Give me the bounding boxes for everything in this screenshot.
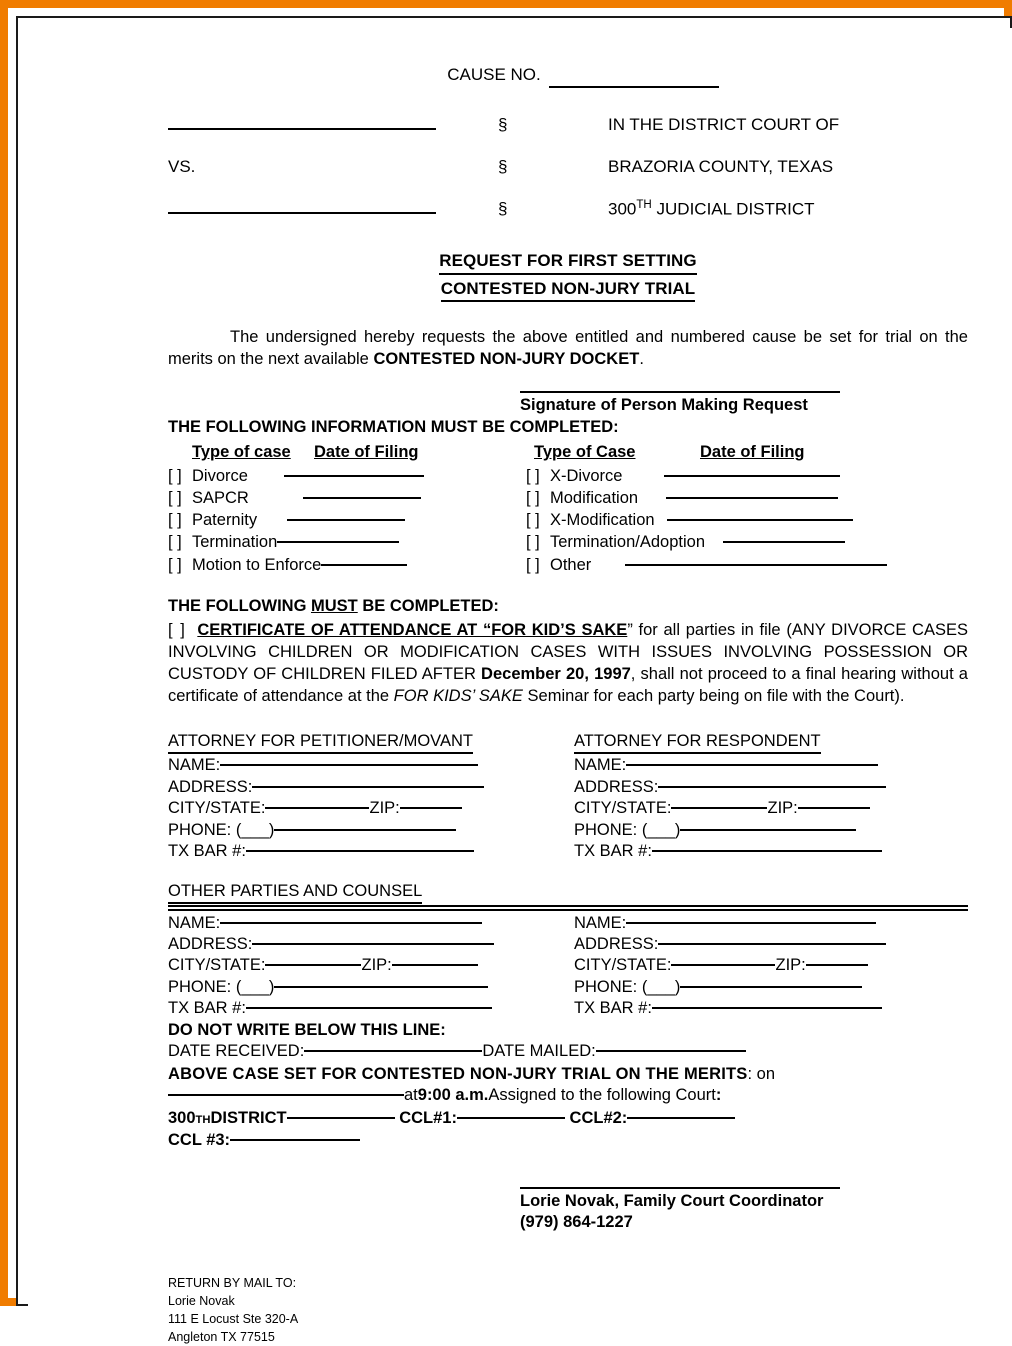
return-address-city: Angleton TX 77515: [168, 1329, 275, 1344]
petitioner-name-blank[interactable]: [168, 114, 498, 136]
document-sheet: [28, 28, 1012, 1344]
coordinator-name: Lorie Novak, Family Court Coordinator: [520, 1192, 824, 1211]
court-line-3: [608, 198, 968, 220]
cause-number-blank[interactable]: [549, 64, 719, 88]
district-300-ordinal: TH: [195, 1113, 211, 1126]
petitioner-name-input[interactable]: [220, 764, 478, 766]
certificate-quote-close: ”: [627, 620, 633, 639]
petitioner-address-input[interactable]: [252, 786, 484, 788]
district-300-number: 300: [168, 1108, 196, 1127]
form-field-row: [168, 820, 562, 841]
form-title-line-1: REQUEST FOR FIRST SETTING: [439, 250, 697, 275]
must-heading-pre: THE FOLLOWING: [168, 596, 311, 615]
case-type-row: [526, 465, 968, 487]
attorney-petitioner-heading: ATTORNEY FOR PETITIONER/MOVANT: [168, 731, 473, 754]
respondent-city-state-input[interactable]: [671, 807, 767, 809]
form-field-row: [574, 841, 968, 862]
petitioner-phone-input[interactable]: [274, 829, 456, 831]
case-type-row: [168, 531, 526, 553]
merits-date-input[interactable]: [168, 1094, 404, 1096]
section-symbol-1: §: [498, 114, 508, 134]
respondent-name-blank[interactable]: [168, 198, 498, 220]
field-label: ADDRESS:: [574, 777, 659, 796]
case-type-row: [168, 465, 526, 487]
case-type-label: Other: [550, 555, 592, 574]
info-required-heading: THE FOLLOWING INFORMATION MUST BE COMPLETED:: [168, 417, 619, 436]
form-field-row: [168, 798, 562, 819]
case-type-label: X-Divorce: [550, 467, 623, 486]
case-type-label: Paternity: [192, 511, 258, 530]
kids-body-text-3: Seminar for each party being on file with the Court).: [522, 687, 905, 706]
district-ordinal-suffix: TH: [636, 198, 652, 211]
form-field-row: [168, 755, 562, 776]
section-symbol-3: §: [498, 199, 508, 219]
other-parties-section: [168, 881, 968, 1020]
merits-assigned-text: Assigned to the following Court: [488, 1086, 716, 1105]
checkbox-right-x-modification[interactable]: [ ]: [526, 511, 540, 530]
return-address-block: [168, 1275, 968, 1346]
header-right-date: Date of Filing: [700, 443, 805, 461]
checkbox-left-sapcr[interactable]: [ ]: [168, 489, 182, 508]
header-left-type: Type of case: [192, 443, 291, 461]
field-label: CITY/STATE:: [574, 799, 672, 818]
case-type-label: Modification: [550, 489, 639, 508]
district-label: DISTRICT: [210, 1108, 287, 1127]
field-label-secondary: ZIP:: [767, 799, 798, 818]
case-type-label: Termination/Adoption: [550, 533, 706, 552]
must-heading-colon: :: [493, 596, 499, 615]
judicial-district-text: JUDICIAL DISTRICT: [656, 199, 815, 219]
petitioner-city-state-input[interactable]: [265, 807, 369, 809]
ccl3-input[interactable]: [230, 1139, 360, 1141]
case-type-row: [168, 554, 526, 576]
case-type-left-column: [168, 465, 526, 576]
field-label: CITY/STATE:: [168, 799, 266, 818]
case-type-row: [526, 487, 968, 509]
date-received-row: [168, 1041, 968, 1062]
other-left-tx-bar-input[interactable]: [246, 1007, 492, 1009]
court-assignment-row: [168, 1108, 968, 1129]
form-field-row: [574, 913, 968, 934]
case-type-right-column: [526, 465, 968, 576]
field-label: PHONE: (___): [574, 820, 681, 839]
form-field-row: [574, 798, 968, 819]
kids-body-text-2: , shall not proceed to a final hearing without a certificate of attendance at the: [168, 664, 968, 706]
form-field-row: [168, 934, 562, 955]
case-type-row: [526, 554, 968, 576]
must-word: MUST: [310, 596, 358, 615]
return-address-name: Lorie Novak: [168, 1294, 235, 1309]
request-text-1: The undersigned hereby requests the above entitled and numbered cause be set for trial on the merits on the next available: [168, 328, 968, 369]
date-of-filing-input[interactable]: [625, 564, 887, 566]
must-be-completed-heading: [168, 596, 968, 617]
case-type-table: [168, 442, 968, 576]
field-label: NAME:: [574, 756, 627, 775]
court-line-1: IN THE DISTRICT COURT OF: [608, 114, 840, 134]
coordinator-phone: (979) 864-1227: [520, 1213, 633, 1232]
signature-label: Signature of Person Making Request: [520, 395, 808, 414]
respondent-zip-input[interactable]: [798, 807, 870, 809]
form-field-row: [168, 955, 562, 976]
attorney-section: [168, 731, 968, 862]
kids-sake-paragraph: [168, 619, 968, 707]
other-right-tx-bar-input[interactable]: [652, 1007, 882, 1009]
merits-colon: :: [747, 1065, 757, 1084]
respondent-name-input[interactable]: [626, 764, 878, 766]
ccl2-input[interactable]: [627, 1117, 735, 1119]
return-address-heading: RETURN BY MAIL TO:: [168, 1276, 297, 1291]
field-label-secondary: ZIP:: [361, 956, 392, 975]
request-text-2: .: [639, 350, 644, 369]
attorney-respondent-heading: ATTORNEY FOR RESPONDENT: [574, 731, 821, 754]
merits-at-word: at: [404, 1086, 418, 1105]
checkbox-right-termination-adoption[interactable]: [ ]: [526, 533, 540, 552]
date-mailed-input[interactable]: [596, 1050, 746, 1052]
case-type-row: [526, 531, 968, 553]
form-title-block: [168, 250, 968, 306]
form-field-row: [574, 934, 968, 955]
field-label: CITY/STATE:: [574, 956, 672, 975]
ccl1-input[interactable]: [457, 1117, 565, 1119]
header-left-date: Date of Filing: [314, 443, 419, 461]
attorney-respondent-block: [562, 731, 968, 862]
form-field-row: [574, 955, 968, 976]
field-label: TX BAR #:: [574, 842, 652, 861]
other-right-name-input[interactable]: [626, 922, 876, 924]
date-of-filing-input[interactable]: [303, 497, 421, 499]
respondent-phone-input[interactable]: [680, 829, 856, 831]
form-field-row: [574, 820, 968, 841]
other-left-phone-input[interactable]: [274, 986, 488, 988]
case-type-label: SAPCR: [192, 489, 249, 508]
date-received-input[interactable]: [304, 1050, 482, 1052]
field-label: ADDRESS:: [168, 777, 253, 796]
court-line-2: BRAZORIA COUNTY, TEXAS: [608, 156, 834, 176]
checkbox-left-divorce[interactable]: [ ]: [168, 467, 182, 486]
petitioner-tx-bar-input[interactable]: [246, 850, 474, 852]
merits-setting-paragraph: [168, 1063, 968, 1085]
field-label: TX BAR #:: [168, 842, 246, 861]
other-right-address-input[interactable]: [658, 943, 886, 945]
section-symbol-2: §: [498, 156, 508, 176]
court-use-section: [168, 1020, 968, 1151]
kids-body-text-1: for all parties in file (ANY DIVORCE CASES INVOLVING CHILDREN OR MODIFICATION CASES WITH ISSUES INVOLVING POSSESSION OR CUSTODY OF CHILDREN FILED AFTER: [168, 620, 968, 683]
return-address-street: 111 E Locust Ste 320-A: [168, 1311, 299, 1326]
seminar-name-italic: FOR KIDS’ SAKE: [393, 687, 523, 706]
ccl3-row: [168, 1130, 968, 1151]
signature-block: [168, 391, 968, 416]
form-field-row: [168, 841, 562, 862]
certificate-title-bold: CERTIFICATE OF ATTENDANCE AT “FOR KID’S SAKE: [197, 620, 628, 639]
checkbox-certificate-attendance[interactable]: [ ]: [168, 620, 186, 639]
case-type-label: X-Modification: [550, 511, 655, 530]
other-right-zip-input[interactable]: [806, 964, 868, 966]
form-field-row: [574, 998, 968, 1019]
caption-row-1: [168, 114, 968, 136]
field-label: NAME:: [168, 756, 221, 775]
merits-bold-text: ABOVE CASE SET FOR CONTESTED NON-JURY TRIAL ON THE MERITS: [168, 1065, 748, 1084]
kids-sake-block: [168, 596, 968, 708]
respondent-tx-bar-input[interactable]: [652, 850, 882, 852]
page-inner-frame: [16, 16, 1012, 1344]
other-parties-right-column: [562, 913, 968, 1020]
other-left-name-input[interactable]: [220, 922, 482, 924]
form-title-line-2: CONTESTED NON-JURY TRIAL: [441, 278, 696, 303]
cause-number-row: [168, 64, 968, 88]
caption-row-2: [168, 156, 968, 178]
field-label: TX BAR #:: [574, 999, 652, 1018]
field-label: NAME:: [168, 913, 221, 932]
checkbox-right-other[interactable]: [ ]: [526, 555, 540, 574]
case-type-label: Termination: [192, 533, 278, 552]
request-paragraph: [168, 327, 968, 371]
district-number: 300: [608, 199, 637, 219]
merits-time: 9:00 a.m.: [417, 1086, 489, 1105]
cause-number-label: CAUSE NO.: [447, 65, 541, 84]
header-right-type: Type of Case: [534, 443, 636, 461]
caption-row-3: [168, 198, 968, 220]
date-received-label: DATE RECEIVED:: [168, 1041, 305, 1060]
must-heading-post: BE COMPLETED: [357, 596, 494, 615]
other-left-zip-input[interactable]: [392, 964, 478, 966]
other-parties-heading: OTHER PARTIES AND COUNSEL: [168, 881, 422, 904]
date-of-filing-input[interactable]: [723, 541, 845, 543]
date-mailed-label: DATE MAILED:: [482, 1041, 596, 1060]
date-of-filing-input[interactable]: [287, 519, 405, 521]
caption-block: [168, 114, 968, 244]
form-field-row: [168, 977, 562, 998]
form-field-row: [574, 977, 968, 998]
checkbox-left-paternity[interactable]: [ ]: [168, 511, 182, 530]
case-type-label: Divorce: [192, 467, 248, 486]
checkbox-left-termination[interactable]: [ ]: [168, 533, 182, 552]
district-assignment-input[interactable]: [287, 1117, 395, 1119]
case-type-label: Motion to Enforce: [192, 555, 322, 574]
court-form-document: [168, 64, 968, 1346]
other-parties-left-column: [168, 913, 562, 1020]
date-of-filing-input[interactable]: [667, 519, 853, 521]
do-not-write-notice: DO NOT WRITE BELOW THIS LINE:: [168, 1020, 446, 1039]
coordinator-block: [168, 1187, 968, 1233]
form-field-row: [574, 777, 968, 798]
attorney-petitioner-block: [168, 731, 562, 862]
petitioner-zip-input[interactable]: [400, 807, 462, 809]
docket-type-bold: CONTESTED NON-JURY DOCKET: [373, 350, 640, 369]
vs-label: VS.: [168, 156, 196, 176]
ccl1-label: CCL#1:: [399, 1108, 457, 1127]
other-left-address-input[interactable]: [252, 943, 494, 945]
other-parties-divider: [168, 905, 968, 911]
field-label: TX BAR #:: [168, 999, 246, 1018]
merits-assigned-colon: :: [715, 1086, 722, 1105]
form-field-row: [168, 913, 562, 934]
case-type-row: [526, 509, 968, 531]
filing-date-bold: December 20, 1997: [481, 664, 631, 683]
merits-on-word: on: [756, 1065, 776, 1084]
ccl3-label: CCL #3:: [168, 1131, 231, 1149]
date-of-filing-input[interactable]: [664, 475, 840, 477]
form-field-row: [168, 777, 562, 798]
date-of-filing-input[interactable]: [666, 497, 838, 499]
ccl2-label: CCL#2:: [569, 1108, 628, 1127]
date-of-filing-input[interactable]: [284, 475, 424, 477]
field-label: NAME:: [574, 913, 627, 932]
case-type-row: [168, 509, 526, 531]
field-label-secondary: ZIP:: [369, 799, 400, 818]
case-type-headers: [168, 442, 968, 463]
field-label: PHONE: (___): [168, 977, 275, 996]
date-of-filing-input[interactable]: [321, 564, 407, 566]
field-label: ADDRESS:: [168, 935, 253, 954]
form-field-row: [574, 755, 968, 776]
other-right-city-state-input[interactable]: [671, 964, 775, 966]
form-field-row: [168, 998, 562, 1019]
field-label: CITY/STATE:: [168, 956, 266, 975]
other-left-city-state-input[interactable]: [265, 964, 361, 966]
checkbox-left-motion-to-enforce[interactable]: [ ]: [168, 555, 182, 574]
checkbox-right-modification[interactable]: [ ]: [526, 489, 540, 508]
field-label: PHONE: (___): [574, 977, 681, 996]
field-label-secondary: ZIP:: [775, 956, 806, 975]
case-type-row: [168, 487, 526, 509]
field-label: PHONE: (___): [168, 820, 275, 839]
date-of-filing-input[interactable]: [277, 541, 399, 543]
merits-date-row: [168, 1085, 968, 1106]
respondent-address-input[interactable]: [658, 786, 886, 788]
field-label: ADDRESS:: [574, 935, 659, 954]
checkbox-right-x-divorce[interactable]: [ ]: [526, 467, 540, 486]
other-right-phone-input[interactable]: [680, 986, 862, 988]
